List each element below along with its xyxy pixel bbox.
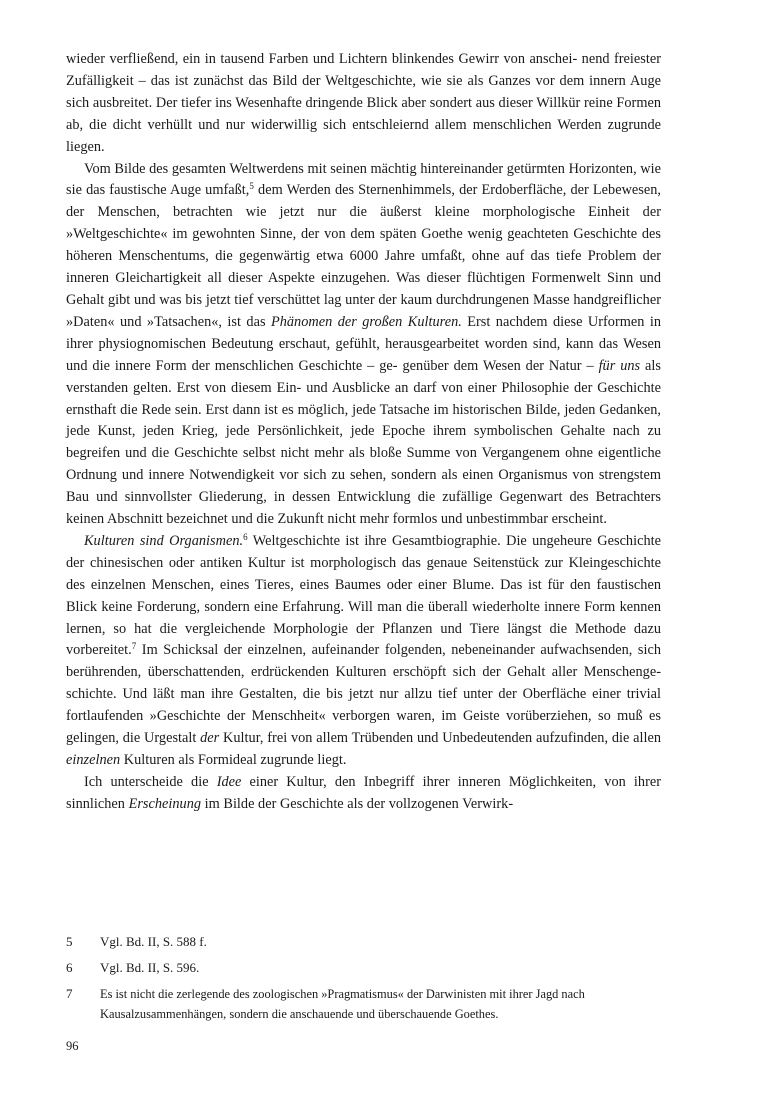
main-text [66, 49, 661, 816]
text-run: einer Kultur, den Inbegriff ihrer inneren Möglichkeiten, von ihrer sinnlichen [66, 773, 661, 812]
text-run: Erst nachdem diese Urformen in ihrer physiognomischen Bedeutung erschaut, gefühlt, herausgearbeitet worden sind, kann das Wesen und die innere Form der menschlichen Geschichte – ge- genüber dem Wesen der Natur – [66, 313, 661, 374]
page-number: 96 [66, 1039, 79, 1053]
footnote-6 [66, 958, 661, 978]
footnote-number: 7 [66, 986, 73, 1001]
footnote-7 [66, 984, 661, 1024]
text-run: wieder verfließend, ein in tausend Farben und Lichtern blinkendes Gewirr von anschei- nend freiester Zufälligkeit – das ist zunächst das Bild der Weltgeschichte, wie sie als Ganzes vor dem innern Auge sich ausbreitet. Der tiefer ins Wesenhafte dringende Blick aber sondert aus dieser Willkür reine Formen ab, die dicht verhüllt und nur widerwillig sich entschleiernd allem menschlichen Werden zugrunde liegen. [66, 51, 661, 155]
text-run: Im Schicksal der einzelnen, aufeinander folgenden, nebeneinander aufwachsenden, sich berührenden, überschattenden, erdrückenden Kulturen erschöpft sich der Gehalt aller Menschenge- schichte. Und läßt man ihre Gestalten, die bis jetzt nur allzu tief unter der Oberfläche einer trivial fortlaufenden »Geschichte der Menschheit« verborgen waren, im Geiste vorüberziehen, so muß es gelingen, die Urgestalt [66, 642, 661, 747]
emphasis: Erscheinung [128, 795, 202, 812]
paragraph [66, 531, 661, 772]
page-body [66, 49, 661, 816]
footnote-number: 6 [66, 960, 73, 975]
emphasis: Phänomen der großen Kulturen. [270, 313, 462, 330]
text-run: Ich unterscheide die [84, 773, 217, 790]
text-run: dem Werden des Sternenhimmels, der Erdoberfläche, der Lebewesen, der Menschen, betrachten wie jetzt nur die äußerst kleine morphologische Einheit der »Weltgeschichte« im gewohnten Sinne, der von dem späten Goethe wenig geachteten Geschichte des höheren Menschentums, die gegenwärtig etwa 6000 Jahre umfaßt, ohne auf das tiefe Problem der inneren Gleichartigkeit all dieser Aspekte einzugehen. Was dieser flüchtigen Formenwelt Sinn und Gehalt gibt und was bis jetzt tief verschüttet lag unter der kaum durchdrungenen Masse handgreiflicher »Daten« und »Tatsachen«, ist das [66, 182, 661, 330]
footnote-5 [66, 932, 661, 952]
text-run: Weltgeschichte ist ihre Gesamtbiographie. Die ungeheure Geschichte der chinesischen oder antiken Kultur ist morphologisch das genaue Seitenstück zur Kleingeschichte des einzelnen Menschen, eines Tieres, eines Baumes oder einer Blume. Das ist für den faustischen Blick keine Forderung, sondern eine Erfahrung. Will man die überall wiederholte innere Form kennen lernen, so hat die vergleichende Morphologie der Pflanzen und Tiere längst die Methode dazu vorbereitet. [66, 532, 661, 659]
text-run: im Bilde der Geschichte als der vollzogenen Verwirk- [201, 795, 514, 812]
footnote-reference: 5 [249, 181, 254, 192]
footnote-text: Vgl. Bd. II, S. 588 f. [100, 934, 207, 949]
text-run: als verstanden gelten. Erst von diesem Ein- und Ausblicke an darf von einer Philosophie der Geschichte ernsthaft die Rede sein. Erst dann ist es möglich, jede Tatsache im historischen Bilde, jeden Gedanken, jede Kunst, jeden Krieg, jede Persönlichkeit, jede Epoche ihrem symbolischen Gehalte nach zu begreifen und die Geschichte selbst nicht mehr als bloße Summe von Vergangenem ohne eigentliche Ordnung und innere Notwendigkeit vor sich zu sehen, sondern als einen Organismus von strengstem Bau und sinnvollster Gliederung, in dessen Entwicklung die zufällige Gegenwart des Betrachters keinen Abschnitt bezeichnet und die Zukunft nicht mehr formlos und unbestimmbar erscheint. [66, 357, 661, 528]
emphasis: der [200, 730, 220, 747]
emphasis: Idee [216, 773, 242, 790]
footnote-reference: 7 [131, 641, 137, 652]
footnote-text: Es ist nicht die zerlegende des zoologischen »Pragmatismus« der Darwinisten mit ihrer Jagd nach Kausalzusammenhängen, sondern die anschauende und überschauende Goethes. [100, 987, 585, 1021]
text-run: Kulturen als Formideal zugrunde liegt. [120, 752, 347, 768]
emphasis: Kulturen sind Organismen. [84, 532, 244, 549]
paragraph [66, 772, 661, 816]
footnote-number: 5 [66, 934, 73, 949]
paragraph [66, 49, 661, 159]
emphasis: für uns [598, 357, 641, 374]
footnote-text: Vgl. Bd. II, S. 596. [100, 960, 200, 975]
paragraph [66, 159, 661, 531]
emphasis: einzelnen [66, 752, 121, 768]
text-run: Kultur, frei von allem Trübenden und Unbedeutenden aufzufinden, die allen [219, 730, 661, 747]
footnotes [66, 932, 661, 1030]
text-run: Vom Bilde des gesamten Weltwerdens mit seinen mächtig hintereinander getürmten Horizonten, wie sie das faustische Auge umfaßt, [66, 160, 661, 199]
footnote-reference: 6 [243, 531, 248, 542]
